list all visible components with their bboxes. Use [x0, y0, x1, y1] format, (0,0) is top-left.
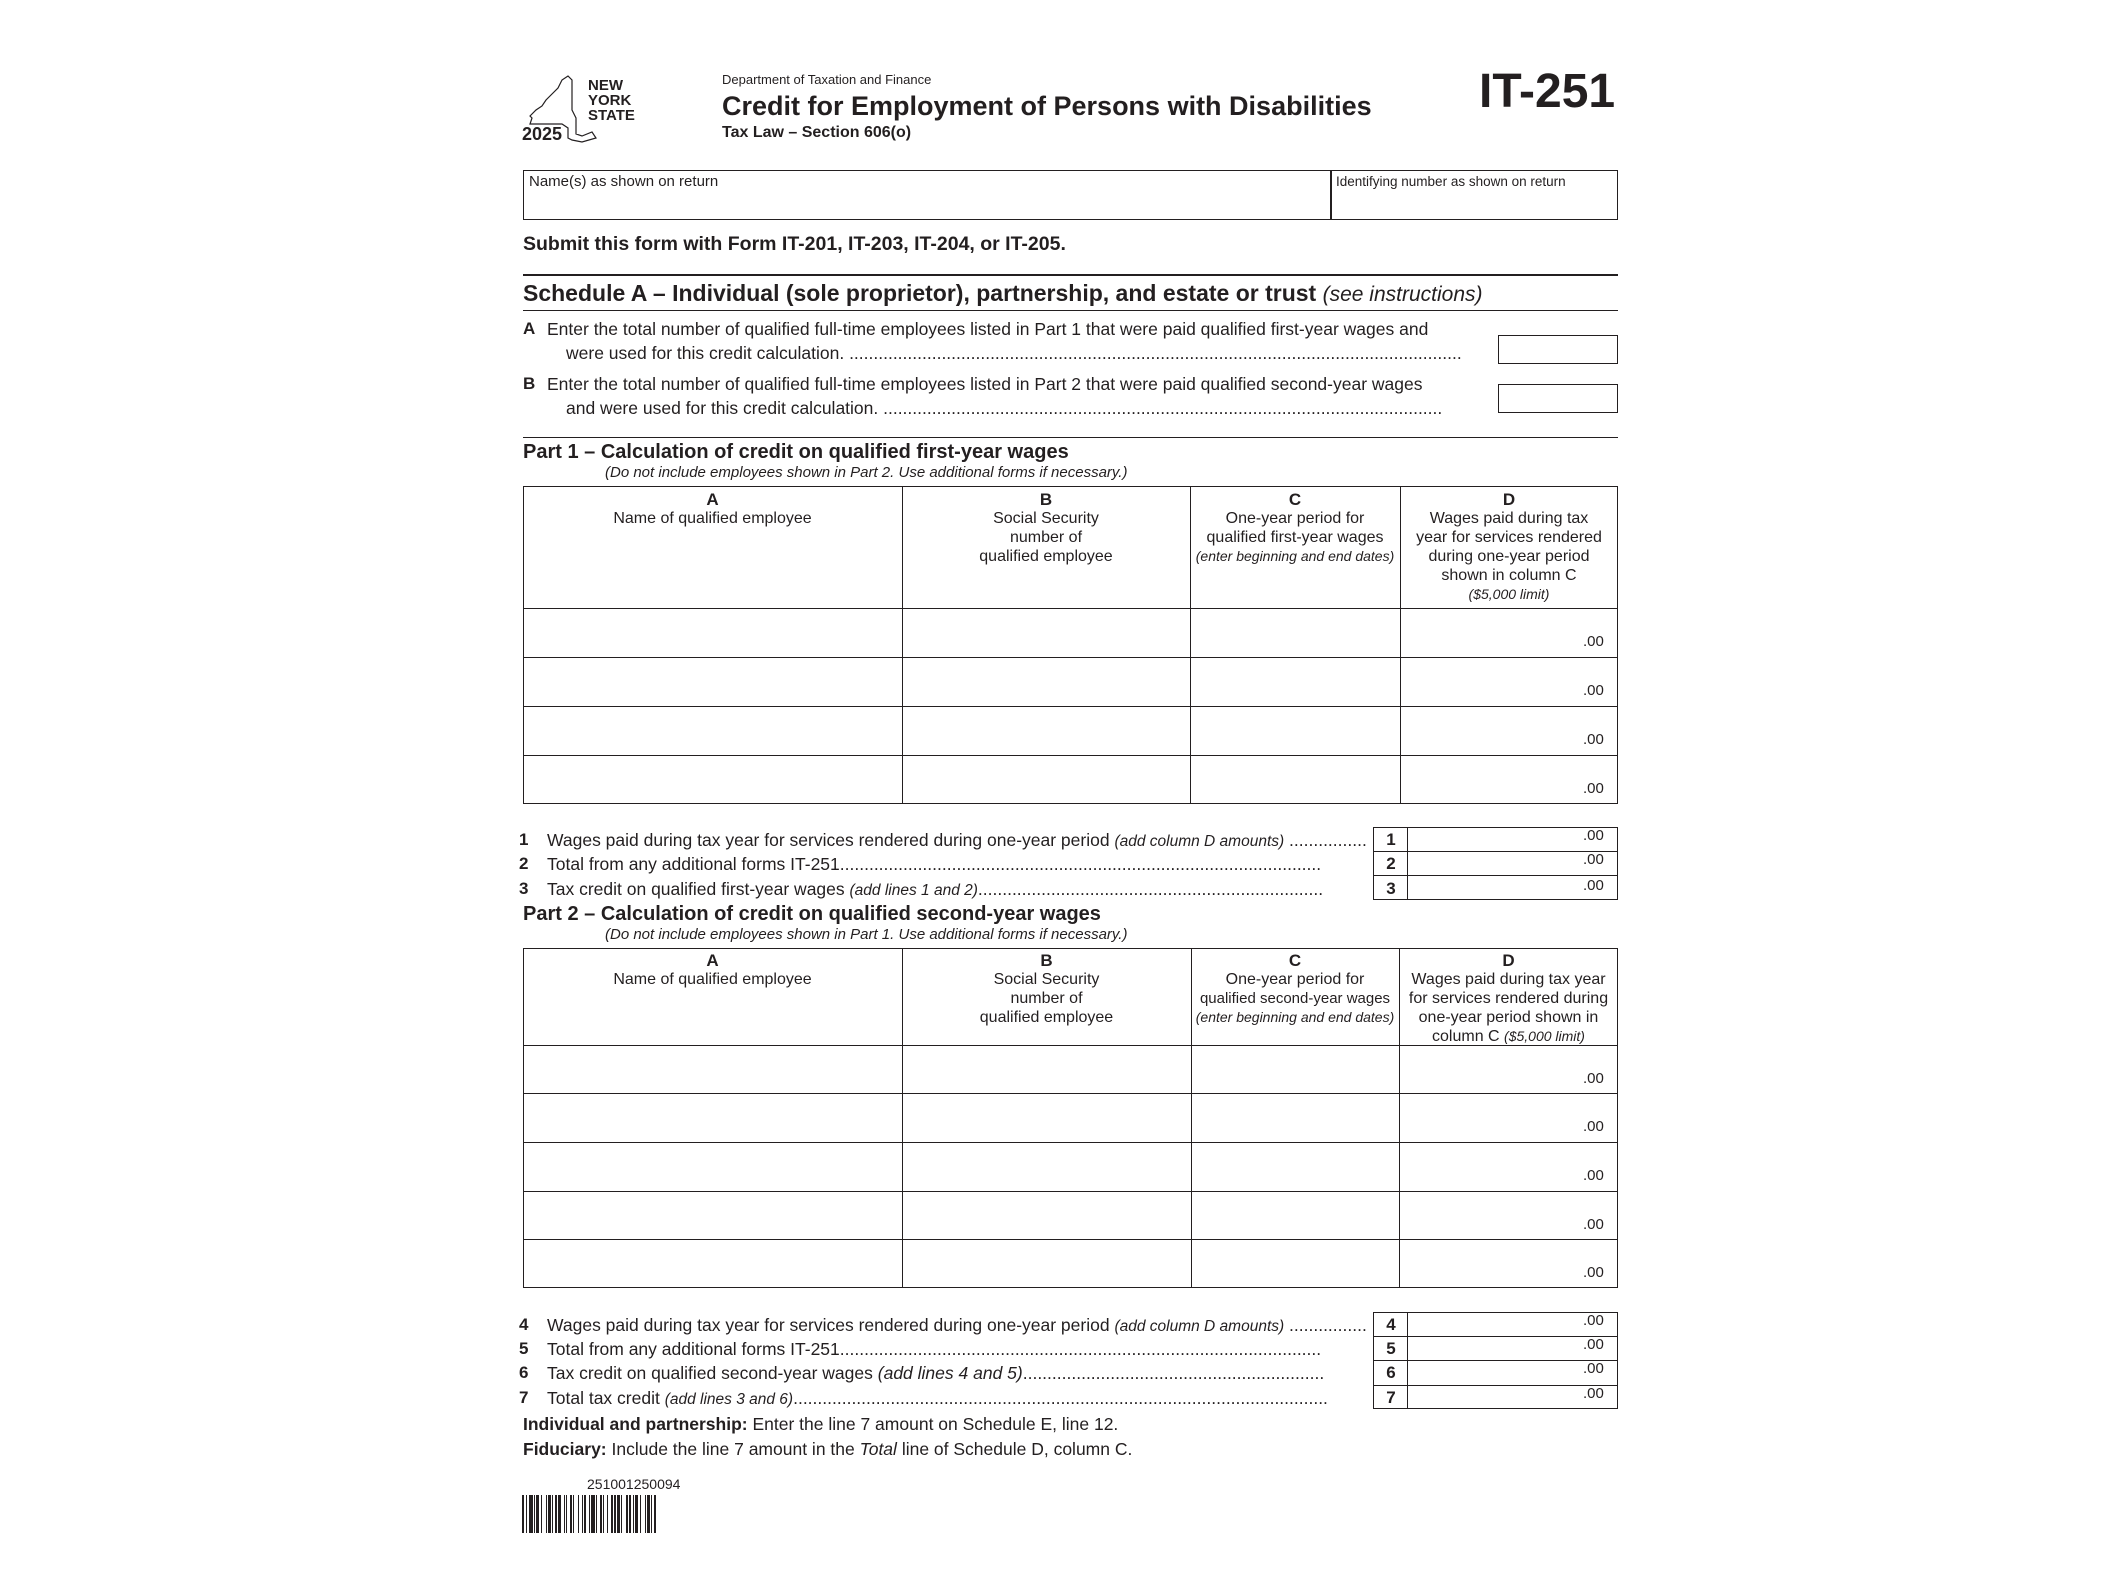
line-b-employee-count-input[interactable]	[1498, 384, 1618, 413]
line3-text-content: Tax credit on qualified first-year wages	[547, 879, 845, 899]
part1-row-cents	[1583, 682, 1604, 699]
line3-cents	[1583, 877, 1604, 894]
part1-row-rule	[523, 657, 1618, 658]
part1-header-rule	[523, 608, 1618, 609]
part2-col-d-header	[1399, 951, 1618, 1046]
line1-box-number: 1	[1386, 830, 1396, 849]
fiduciary-instruction	[523, 1439, 1132, 1460]
taxpayer-name-input[interactable]	[529, 193, 1323, 219]
part1-col-d-header	[1400, 490, 1618, 604]
ny-state-logo	[522, 70, 642, 146]
part2-col-b-label3: qualified employee	[979, 1009, 1114, 1026]
part1-col-d-label3: during one-year period	[1428, 548, 1590, 565]
part2-period-input[interactable]	[1193, 1102, 1401, 1134]
part2-row-cents	[1583, 1216, 1604, 1233]
line3-amount-input[interactable]	[1410, 877, 1579, 901]
part1-ssn-input[interactable]	[904, 715, 1192, 747]
part1-col-b-letter: B	[1039, 490, 1053, 509]
line2-text: Total from any additional forms IT-251...................................................................................................	[547, 854, 1322, 874]
part1-col-b-label3: qualified employee	[979, 548, 1113, 565]
part2-ssn-input[interactable]	[904, 1151, 1193, 1183]
part2-row-cents	[1583, 1167, 1604, 1184]
part1-row-cents-text: .00	[1583, 682, 1604, 699]
part1-period-input[interactable]	[1192, 666, 1402, 698]
part1-employee-name-input[interactable]	[525, 617, 904, 649]
part2-col-c-label2: qualified second-year wages	[1199, 990, 1391, 1007]
part2-wages-input[interactable]	[1401, 1054, 1575, 1086]
part2-row-rule	[523, 1191, 1618, 1192]
line1-number: 1	[519, 830, 529, 849]
part2-row-cents	[1583, 1070, 1604, 1087]
part2-row-rule	[523, 1239, 1618, 1240]
line-a-text2-content: were used for this credit calculation.	[566, 343, 845, 363]
part2-period-input[interactable]	[1193, 1151, 1401, 1183]
line2-cents-text: .00	[1583, 851, 1604, 868]
part1-row-cents	[1583, 633, 1604, 650]
part1-col-c-header	[1190, 490, 1400, 566]
line-a-employee-count-input[interactable]	[1498, 335, 1618, 364]
line6-text: Tax credit on qualified second-year wages (add lines 4 and 5)..............................................................	[547, 1363, 1325, 1383]
barcode-number: 251001250094	[587, 1476, 681, 1492]
line1-text: Wages paid during tax year for services rendered during one-year period (add column D amounts) ................	[547, 830, 1367, 850]
individual-partnership-label: Individual and partnership:	[523, 1414, 748, 1434]
part2-col-b-letter: B	[1040, 951, 1053, 970]
line4-number: 4	[519, 1315, 529, 1334]
line1-amount-input[interactable]	[1410, 829, 1579, 853]
part2-col-d-label4: column C	[1432, 1028, 1500, 1045]
line7-note: (add lines 3 and 6)	[664, 1391, 794, 1408]
barcode-bar	[656, 1495, 660, 1533]
line6-cents-text: .00	[1583, 1360, 1604, 1377]
form-year: 2025	[522, 124, 563, 144]
part2-period-input[interactable]	[1193, 1200, 1401, 1232]
part1-col-a-header	[523, 490, 902, 528]
part1-col-d-label1: Wages paid during tax	[1429, 510, 1589, 527]
department-name: Department of Taxation and Finance	[722, 72, 932, 87]
part1-col-d-label4: shown in column C	[1441, 567, 1577, 584]
line3-text: Tax credit on qualified first-year wages (add lines 1 and 2).......................................................................	[547, 879, 1324, 899]
part2-ssn-input[interactable]	[904, 1102, 1193, 1134]
schedule-a-title-note: (see instructions)	[1322, 283, 1483, 306]
part2-employee-name-input[interactable]	[525, 1102, 904, 1134]
line4-box-number: 4	[1386, 1315, 1396, 1334]
part2-row-cents	[1583, 1264, 1604, 1281]
part2-row-cents-text: .00	[1583, 1216, 1604, 1233]
part1-note: (Do not include employees shown in Part 2. Use additional forms if necessary.)	[605, 464, 1128, 481]
part2-col-a-header	[523, 951, 902, 989]
line6-text-content: Tax credit on qualified second-year wages	[547, 1363, 873, 1383]
part1-wages-input[interactable]	[1402, 715, 1576, 747]
logo-text-line1: NEW	[588, 77, 623, 94]
part1-row-cents	[1583, 780, 1604, 797]
part2-wages-input[interactable]	[1401, 1102, 1575, 1134]
part1-row-cents-text: .00	[1583, 633, 1604, 650]
line3-cents-text: .00	[1583, 877, 1604, 894]
part2-col-d-label45	[1399, 1027, 1618, 1046]
part1-employee-name-input[interactable]	[525, 666, 904, 698]
line7-number: 7	[519, 1388, 529, 1407]
line2-amount-input[interactable]	[1410, 853, 1579, 877]
line-b-text2-content: and were used for this credit calculation.	[566, 398, 879, 418]
line5-amount-input[interactable]	[1410, 1337, 1579, 1361]
part1-col-a-label: Name of qualified employee	[613, 510, 812, 527]
part1-col-b-header	[902, 490, 1190, 566]
name-box-divider	[1330, 170, 1332, 220]
line3-number: 3	[519, 879, 529, 898]
part2-wages-input[interactable]	[1401, 1248, 1575, 1280]
part2-col-b-label1: Social Security	[993, 971, 1100, 988]
part1-ssn-input[interactable]	[904, 666, 1192, 698]
part2-col-c-letter: C	[1288, 951, 1302, 970]
fiduciary-label: Fiduciary:	[523, 1439, 607, 1459]
line7-text: Total tax credit (add lines 3 and 6)..............................................................................................................	[547, 1388, 1328, 1408]
part1-col-c-label1: One-year period for	[1225, 510, 1365, 527]
part2-wages-input[interactable]	[1401, 1200, 1575, 1232]
line4-note: (add column D amounts)	[1114, 1318, 1285, 1335]
individual-partnership-instruction	[523, 1414, 1118, 1435]
line7-amount-input[interactable]	[1410, 1386, 1579, 1410]
line4-amount-input[interactable]	[1410, 1313, 1579, 1337]
part2-period-input[interactable]	[1193, 1248, 1401, 1280]
part2-col-d-label5: ($5,000 limit)	[1504, 1028, 1585, 1044]
form-title: Credit for Employment of Persons with Disabilities	[722, 91, 1372, 121]
part1-col-a-letter: A	[706, 490, 719, 509]
line5-number: 5	[519, 1339, 529, 1358]
part1-col-d-letter: D	[1502, 490, 1516, 509]
part1-col-c-letter: C	[1288, 490, 1302, 509]
part2-col-d-label2: for services rendered during	[1408, 990, 1609, 1007]
part1-ssn-input[interactable]	[904, 764, 1192, 796]
part1-top-rule	[523, 437, 1618, 438]
part1-col-c-label3: (enter beginning and end dates)	[1195, 548, 1395, 564]
line5-box-number: 5	[1386, 1339, 1396, 1358]
line5-cents	[1583, 1336, 1604, 1353]
line6-note: (add lines 4 and 5)	[877, 1363, 1023, 1383]
logo-text-line2: YORK	[588, 92, 632, 109]
part2-col-a-letter: A	[706, 951, 719, 970]
part2-employee-name-input[interactable]	[525, 1054, 904, 1086]
line-b-text1: Enter the total number of qualified full-time employees listed in Part 2 that were paid qualified second-year wages	[547, 374, 1423, 394]
id-number-label: Identifying number as shown on return	[1336, 174, 1566, 189]
part1-period-input[interactable]	[1192, 764, 1402, 796]
barcode-image	[522, 1495, 659, 1533]
line7-text-content: Total tax credit	[547, 1388, 660, 1408]
line-b-letter: B	[523, 374, 536, 393]
part1-col-d-label2: year for services rendered	[1416, 529, 1602, 546]
part1-period-input[interactable]	[1192, 715, 1402, 747]
line5-text: Total from any additional forms IT-251...................................................................................................	[547, 1339, 1322, 1359]
part2-note: (Do not include employees shown in Part 1. Use additional forms if necessary.)	[605, 926, 1128, 943]
part2-row-cents-text: .00	[1583, 1264, 1604, 1281]
part1-summary-divider	[1407, 827, 1408, 900]
part1-row-rule	[523, 706, 1618, 707]
part1-wages-input[interactable]	[1402, 764, 1576, 796]
part2-row-cents	[1583, 1118, 1604, 1135]
line-b-text2: and were used for this credit calculation. ...................................................................................................................	[566, 398, 1443, 418]
part2-col-a-label: Name of qualified employee	[613, 971, 812, 988]
line1-cents-text: .00	[1583, 827, 1604, 844]
form-number: IT-251	[1479, 65, 1616, 118]
part1-col-d-label5: ($5,000 limit)	[1468, 586, 1550, 602]
part2-employee-name-input[interactable]	[525, 1200, 904, 1232]
fiduciary-text2: line of Schedule D, column C.	[901, 1439, 1133, 1459]
schedule-a-top-rule	[523, 274, 1618, 276]
part2-col-b-label2: number of	[1010, 990, 1083, 1007]
line2-box-number: 2	[1386, 854, 1396, 873]
part2-col-c-label1: One-year period for	[1225, 971, 1365, 988]
logo-text-line3: STATE	[588, 107, 635, 124]
line4-cents-text: .00	[1583, 1312, 1604, 1329]
part1-row-cents-text: .00	[1583, 731, 1604, 748]
submit-note: Submit this form with Form IT-201, IT-203, IT-204, or IT-205.	[523, 233, 1066, 255]
line4-text: Wages paid during tax year for services rendered during one-year period (add column D amounts) ................	[547, 1315, 1367, 1335]
line7-cents-text: .00	[1583, 1385, 1604, 1402]
line1-text-content: Wages paid during tax year for services rendered during one-year period	[547, 830, 1110, 850]
line7-cents	[1583, 1385, 1604, 1402]
part1-col-b-label2: number of	[1009, 529, 1083, 546]
part2-wages-input[interactable]	[1401, 1151, 1575, 1183]
line4-text-content: Wages paid during tax year for services rendered during one-year period	[547, 1315, 1110, 1335]
line3-box-number: 3	[1386, 879, 1396, 898]
line1-cents	[1583, 827, 1604, 844]
part2-col-d-label1: Wages paid during tax year	[1411, 971, 1606, 988]
individual-partnership-text: Enter the line 7 amount on Schedule E, line 12.	[752, 1414, 1119, 1434]
part2-employee-name-input[interactable]	[525, 1248, 904, 1280]
part2-col-d-letter: D	[1502, 951, 1515, 970]
line-a-text1: Enter the total number of qualified full-time employees listed in Part 1 that were paid qualified first-year wages and	[547, 319, 1429, 339]
part2-ssn-input[interactable]	[904, 1200, 1193, 1232]
part1-row-cents-text: .00	[1583, 780, 1604, 797]
line5-cents-text: .00	[1583, 1336, 1604, 1353]
part1-period-input[interactable]	[1192, 617, 1402, 649]
part2-employee-name-input[interactable]	[525, 1151, 904, 1183]
line6-amount-input[interactable]	[1410, 1362, 1579, 1386]
line6-box-number: 6	[1386, 1363, 1396, 1382]
part1-row-rule	[523, 755, 1618, 756]
part1-col-c-label2: qualified first-year wages	[1206, 529, 1384, 546]
line-a-letter: A	[523, 319, 536, 338]
line6-cents	[1583, 1360, 1604, 1377]
line2-text-content: Total from any additional forms IT-251	[547, 854, 840, 874]
line1-note: (add column D amounts)	[1114, 833, 1285, 850]
line5-text-content: Total from any additional forms IT-251	[547, 1339, 840, 1359]
line-a-text2: were used for this credit calculation. ..............................................................................................................................	[566, 343, 1462, 363]
part2-row-cents-text: .00	[1583, 1070, 1604, 1087]
form-subtitle: Tax Law – Section 606(o)	[722, 124, 912, 141]
part2-ssn-input[interactable]	[904, 1248, 1193, 1280]
schedule-a-title	[523, 280, 1483, 307]
schedule-a-title-rule	[523, 310, 1618, 311]
part2-row-rule	[523, 1093, 1618, 1094]
part1-wages-input[interactable]	[1402, 617, 1576, 649]
part2-col-b-header	[902, 951, 1191, 1027]
fiduciary-text-italic: Total	[859, 1439, 897, 1459]
line2-number: 2	[519, 854, 529, 873]
line3-note: (add lines 1 and 2)	[849, 882, 978, 899]
part2-title: Part 2 – Calculation of credit on qualified second-year wages	[523, 903, 1101, 925]
line4-cents	[1583, 1312, 1604, 1329]
part1-employee-name-input[interactable]	[525, 764, 904, 796]
part2-ssn-input[interactable]	[904, 1054, 1193, 1086]
part2-period-input[interactable]	[1193, 1054, 1401, 1086]
line7-box-number: 7	[1386, 1388, 1396, 1407]
part1-row-cents	[1583, 731, 1604, 748]
part1-title: Part 1 – Calculation of credit on qualified first-year wages	[523, 441, 1069, 463]
part2-col-c-label3: (enter beginning and end dates)	[1195, 1009, 1395, 1025]
part1-wages-input[interactable]	[1402, 666, 1576, 698]
part2-row-rule	[523, 1142, 1618, 1143]
part2-row-cents-text: .00	[1583, 1118, 1604, 1135]
part1-employee-name-input[interactable]	[525, 715, 904, 747]
part1-col-b-label1: Social Security	[993, 510, 1099, 527]
fiduciary-text1: Include the line 7 amount in the	[611, 1439, 855, 1459]
id-number-input[interactable]	[1336, 193, 1616, 219]
part2-col-c-header	[1191, 951, 1399, 1027]
part2-col-d-label3: one-year period shown in	[1418, 1009, 1599, 1026]
part2-row-cents-text: .00	[1583, 1167, 1604, 1184]
line2-cents	[1583, 851, 1604, 868]
schedule-a-title-text: Schedule A – Individual (sole proprietor), partnership, and estate or trust	[523, 280, 1317, 306]
part1-ssn-input[interactable]	[904, 617, 1192, 649]
name-label: Name(s) as shown on return	[529, 173, 719, 190]
line6-number: 6	[519, 1363, 529, 1382]
